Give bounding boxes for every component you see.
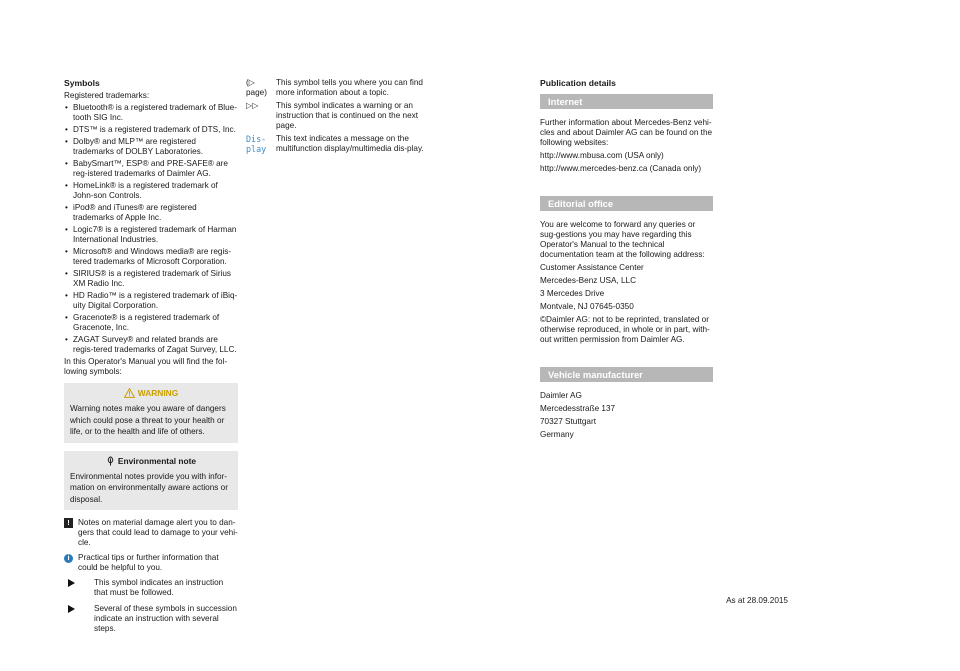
environment-title-text: Environmental note <box>117 455 197 466</box>
arrow-right-icon <box>68 605 75 613</box>
multi-step-symbol-text: Several of these symbols in succession indicate an instruction with several steps. <box>94 604 237 633</box>
display-text-desc: This text indicates a message on the multifunction display/multimedia dis-play. <box>276 134 424 153</box>
multi-step-symbol <box>64 604 238 634</box>
trademark-item: • SIRIUS® is a registered trademark of Sirius XM Radio Inc. <box>64 269 238 289</box>
internet-text: Further information about Mercedes-Benz vehi-cles and about Daimler AG can be found on the following websites: <box>540 118 713 147</box>
instruction-symbol-text: This symbol indicates an instruction that must be followed. <box>94 578 224 597</box>
editorial-text: You are welcome to forward any queries or sug-gestions you may have regarding this Operator's Manual to the technical documentation team at the following address: <box>540 220 705 259</box>
manufacturer-line: 70327 Stuttgart <box>540 417 596 426</box>
manufacturer-heading: Vehicle manufacturer <box>540 367 713 382</box>
info-text: Practical tips or further information that could be helpful to you. <box>78 553 219 572</box>
symbols-section <box>64 78 238 640</box>
continued-desc: This symbol indicates a warning or an instruction that is continued on the next page. <box>276 101 419 130</box>
trademark-item: • HD Radio™ is a registered trademark of iBiq-uity Digital Corporation. <box>64 291 238 311</box>
trademark-list <box>64 103 238 355</box>
continued-symbol: ▷▷ <box>246 101 259 110</box>
website-link-canada[interactable]: http://www.mercedes-benz.ca (Canada only) <box>540 164 702 173</box>
address-line: Mercedes-Benz USA, LLC <box>540 276 637 285</box>
publication-title: Publication details <box>540 78 616 88</box>
warning-box <box>64 383 238 443</box>
exclamation-icon: ! <box>64 518 73 528</box>
manufacturer-line: Daimler AG <box>540 391 582 400</box>
trademark-item: • DTS™ is a registered trademark of DTS, Inc. <box>64 125 238 135</box>
warning-text: Warning notes make you aware of dangers which could pose a threat to your health or life, or to the health and life of others. <box>70 404 226 436</box>
symbols-title: Symbols <box>64 78 100 88</box>
info-icon: i <box>64 554 73 563</box>
symbols-continued <box>246 78 426 157</box>
warning-title <box>70 388 232 400</box>
trademarks-intro: Registered trademarks: <box>64 91 150 100</box>
environment-title <box>70 456 232 468</box>
leaf-icon <box>106 456 115 468</box>
trademark-item: • Microsoft® and Windows media® are regis-tered trademarks of Microsoft Corporation. <box>64 247 238 267</box>
copyright-notice: ©Daimler AG: not to be reprinted, translated or otherwise reproduced, in whole or in part, with-out written permission from Daimler AG. <box>540 315 710 344</box>
environment-text: Environmental notes provide you with infor-mation on environmentally aware actions or disposal. <box>70 471 228 504</box>
manufacturer-line: Mercedesstraße 137 <box>540 404 616 413</box>
display-text-symbol: Dis- play <box>246 134 267 154</box>
symbol-row-continued <box>246 101 426 131</box>
website-link-usa[interactable]: http://www.mbusa.com (USA only) <box>540 151 664 160</box>
address-line: 3 Mercedes Drive <box>540 289 605 298</box>
symbol-row-display <box>246 134 426 154</box>
trademark-item: • Dolby® and MLP™ are registered trademarks of DOLBY Laboratories. <box>64 137 238 157</box>
publication-details <box>540 78 713 443</box>
address-line: Customer Assistance Center <box>540 263 644 272</box>
environment-box <box>64 451 238 511</box>
warning-triangle-icon <box>124 388 135 400</box>
trademark-item: • ZAGAT Survey® and related brands are regis-tered trademarks of Zagat Survey, LLC. <box>64 335 238 355</box>
symbol-row-page-ref <box>246 78 426 98</box>
trademark-item: • iPod® and iTunes® are registered trademarks of Apple Inc. <box>64 203 238 223</box>
manufacturer-line: Germany <box>540 430 574 439</box>
instruction-symbol <box>64 578 238 598</box>
info-note <box>64 553 238 573</box>
page-reference-desc: This symbol tells you where you can find more information about a topic. <box>276 78 423 97</box>
edition-date: As at 28.09.2015 <box>726 596 788 605</box>
trademark-item: • HomeLink® is a registered trademark of John-son Controls. <box>64 181 238 201</box>
editorial-heading: Editorial office <box>540 196 713 211</box>
page-reference-symbol: (▷ page) <box>246 78 267 97</box>
symbols-intro: In this Operator's Manual you will find the fol-lowing symbols: <box>64 357 228 376</box>
material-damage-text: Notes on material damage alert you to dan-gers that could lead to damage to your vehi-cle. <box>78 518 238 547</box>
trademark-item: • Bluetooth® is a registered trademark of Blue-tooth SIG Inc. <box>64 103 238 123</box>
arrow-right-icon <box>68 579 75 587</box>
address-line: Montvale, NJ 07645-0350 <box>540 302 634 311</box>
trademark-item: • Gracenote® is a registered trademark of Gracenote, Inc. <box>64 313 238 333</box>
internet-heading: Internet <box>540 94 713 109</box>
trademark-item: • BabySmart™, ESP® and PRE-SAFE® are reg-istered trademarks of Daimler AG. <box>64 159 238 179</box>
warning-title-text: WARNING <box>137 388 179 398</box>
material-damage-note <box>64 518 238 548</box>
trademark-item: • Logic7® is a registered trademark of Harman International Industries. <box>64 225 238 245</box>
